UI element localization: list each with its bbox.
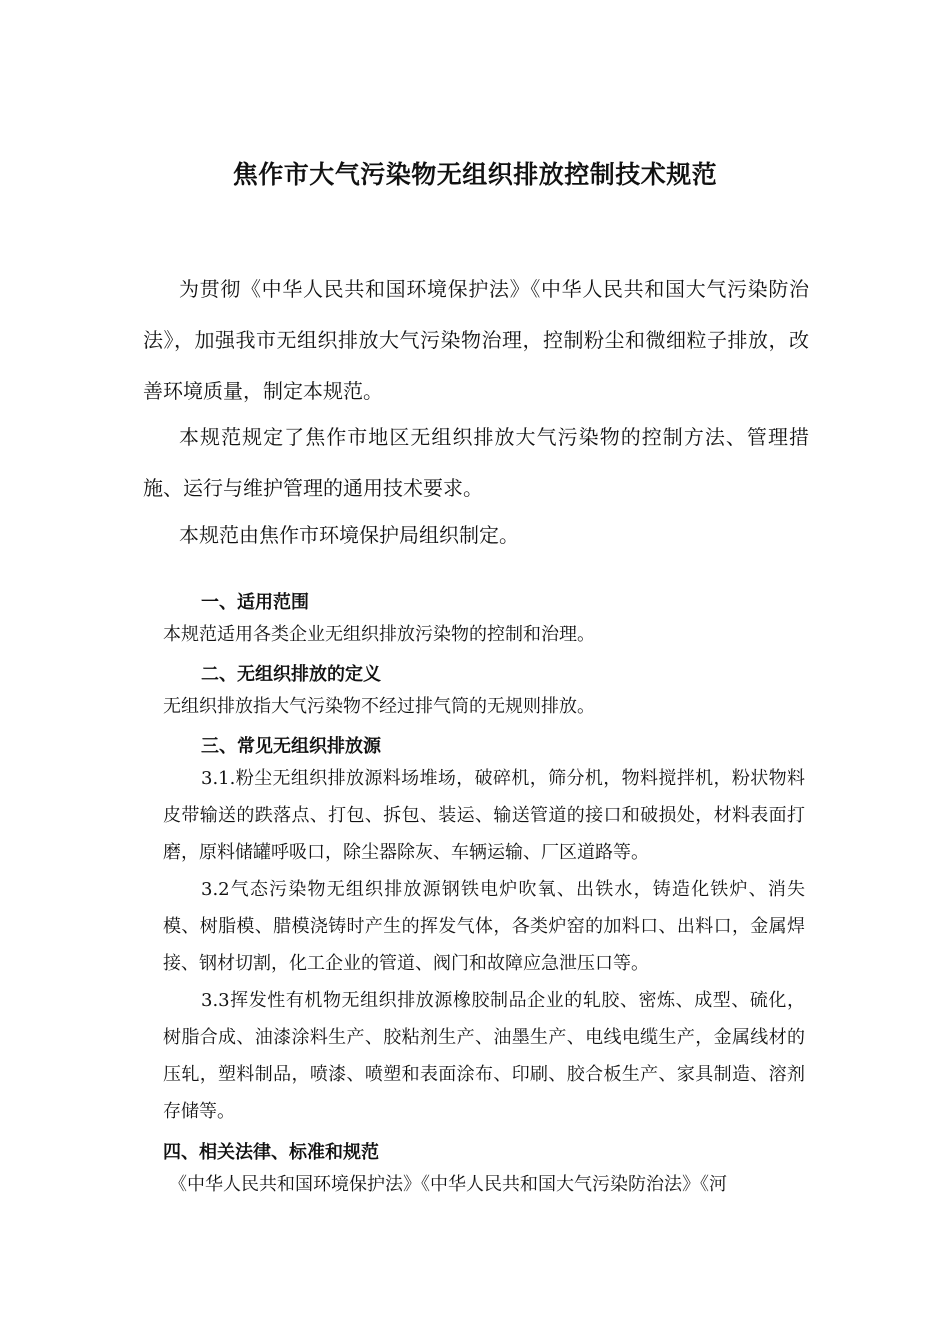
intro-paragraph-1: 为贯彻《中华人民共和国环境保护法》《中华人民共和国大气污染防治法》，加强我市无组织排放大气污染物治理，控制粉尘和微细粒子排放，改善环境质量，制定本规范。 (143, 277, 809, 403)
section-3-title: 三、常见无组织排放源 (201, 736, 381, 757)
intro-paragraph-3: 本规范由焦作市环境保护局组织制定。 (179, 523, 519, 547)
section-1-text: 本规范适用各类企业无组织排放污染物的控制和治理。 (163, 624, 595, 645)
section-4-text: 《中华人民共和国环境保护法》《中华人民共和国大气污染防治法》《河 (169, 1174, 727, 1195)
section-3-paragraph-3: 3.3挥发性有机物无组织排放源橡胶制品企业的轧胶、密炼、成型、硫化，树脂合成、油漆涂料生产、胶粘剂生产、油墨生产、电线电缆生产，金属线材的压轧，塑料制品，喷漆、喷塑和表面涂布、印刷、胶合板生产、家具制造、溶剂存储等。 (163, 990, 805, 1122)
section-2-text: 无组织排放指大气污染物不经过排气筒的无规则排放。 (163, 696, 595, 717)
section-1-title: 一、适用范围 (201, 592, 309, 613)
section-2-title: 二、无组织排放的定义 (201, 664, 381, 685)
section-3-paragraph-2: 3.2气态污染物无组织排放源钢铁电炉吹氧、出铁水，铸造化铁炉、消失模、树脂模、腊模浇铸时产生的挥发气体，各类炉窑的加料口、出料口，金属焊接、钢材切割，化工企业的管道、阀门和故障应急泄压口等。 (163, 879, 805, 974)
document-title: 焦作市大气污染物无组织排放控制技术规范 (232, 160, 718, 189)
section-4-title: 四、相关法律、标准和规范 (163, 1142, 379, 1163)
section-3-paragraph-1: 3.1.粉尘无组织排放源料场堆场，破碎机，筛分机，物料搅拌机，粉状物料皮带输送的跌落点、打包、拆包、装运、输送管道的接口和破损处，材料表面打磨，原料储罐呼吸口，除尘器除灰、车辆运输、厂区道路等。 (163, 768, 805, 863)
intro-paragraph-2: 本规范规定了焦作市地区无组织排放大气污染物的控制方法、管理措施、运行与维护管理的通用技术要求。 (143, 425, 809, 500)
